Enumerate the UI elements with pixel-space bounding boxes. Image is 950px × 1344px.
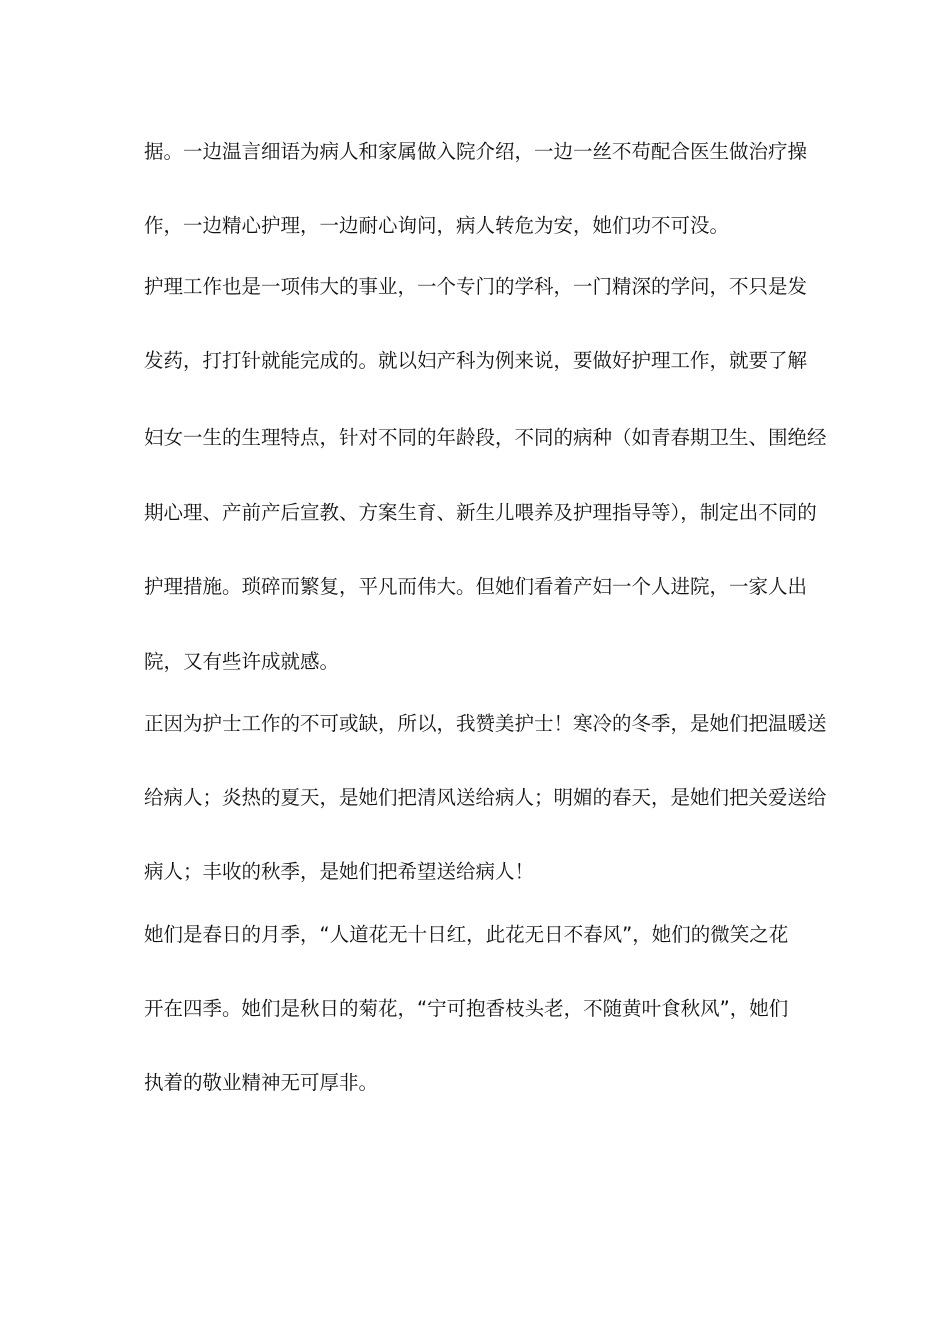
text-line: 护理工作也是一项伟大的事业，一个专门的学科，一门精深的学问，不只是发 [144,275,808,298]
text-line: 据。一边温言细语为病人和家属做入院介绍，一边一丝不苟配合医生做治疗操 [144,140,808,163]
text-line: 她们是春日的月季，“人道花无十日红，此花无日不春风”，她们的微笑之花 [144,923,789,946]
text-line: 妇女一生的生理特点，针对不同的年龄段，不同的病种（如青春期卫生、围绝经 [144,426,827,449]
text-line: 护理措施。琐碎而繁复，平凡而伟大。但她们看着产妇一个人进院，一家人出 [144,575,808,598]
text-line: 院，又有些许成就感。 [144,650,340,673]
text-line: 给病人；炎热的夏天，是她们把清风送给病人；明媚的春天，是她们把关爱送给 [144,786,827,809]
text-line: 正因为护士工作的不可或缺，所以，我赞美护士！寒冷的冬季，是她们把温暖送 [144,712,827,735]
text-line: 作，一边精心护理，一边耐心询问，病人转危为安，她们功不可没。 [144,214,730,237]
text-line: 病人；丰收的秋季，是她们把希望送给病人！ [144,860,535,883]
text-line: 开在四季。她们是秋日的菊花，“宁可抱香枝头老，不随黄叶食秋风”，她们 [144,997,789,1020]
text-line: 期心理、产前产后宣教、方案生育、新生儿喂养及护理指导等），制定出不同的 [144,501,817,524]
text-line: 执着的敬业精神无可厚非。 [144,1071,379,1094]
text-line: 发药，打打针就能完成的。就以妇产科为例来说，要做好护理工作，就要了解 [144,349,808,372]
